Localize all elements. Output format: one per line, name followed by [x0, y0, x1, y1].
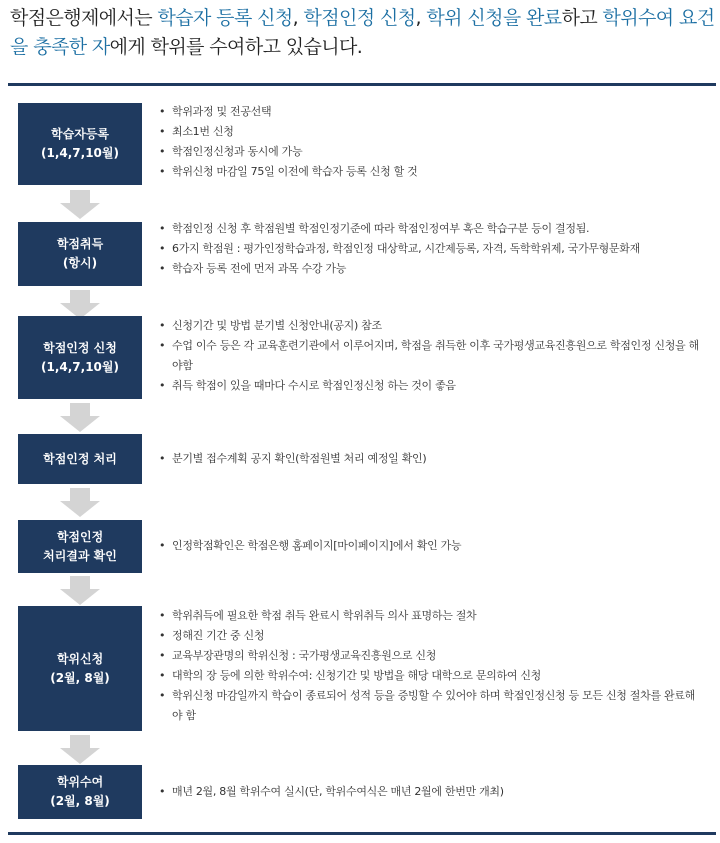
- stage-subtitle: (2월, 8월): [50, 794, 110, 808]
- bottom-divider: [8, 832, 716, 835]
- stage-degree-conferral-details: [158, 782, 703, 802]
- top-divider: [8, 83, 716, 86]
- stage-title: 학점취득: [56, 237, 104, 251]
- intro-text-part: 학점은행제에서는: [10, 7, 158, 29]
- list-item: • 취득 학점이 있을 때마다 수시로 학점인정신청 하는 것이 좋음: [158, 376, 703, 396]
- list-item: • 대학의 장 등에 의한 학위수여: 신청기간 및 방법을 해당 대학으로 문의하여 신청: [158, 666, 703, 686]
- intro-highlight-degree-requirements: 학위수여 요건을 충족한 자: [10, 7, 715, 58]
- stage-learner-registration-details: [158, 102, 703, 182]
- stage-credit-recognition-application-details: [158, 316, 703, 396]
- intro-highlight-credit-recognition: 학점인정 신청: [303, 7, 416, 29]
- list-item: • 매년 2월, 8월 학위수여 실시(단, 학위수여식은 매년 2월에 한번만 개최): [158, 782, 703, 802]
- stage-degree-application-details: [158, 606, 703, 726]
- stage-credit-acquisition: [18, 222, 142, 286]
- list-item: • 인정학점확인은 학점은행 홈페이지[마이페이지]에서 확인 가능: [158, 536, 703, 556]
- intro-text-part: ,: [292, 7, 304, 29]
- stage-title: 학점인정 처리: [43, 451, 117, 466]
- list-item: • 교육부장관명의 학위신청 : 국가평생교육진흥원으로 신청: [158, 646, 703, 666]
- stage-credit-recognition-processing-details: [158, 449, 703, 469]
- list-item: • 분기별 접수계획 공지 확인(학점원별 처리 예정일 확인): [158, 449, 703, 469]
- stage-subtitle: (2월, 8월): [50, 670, 110, 685]
- stage-degree-application: [18, 606, 142, 731]
- stage-title: 학점인정: [56, 529, 104, 544]
- stage-credit-recognition-application: [18, 316, 142, 399]
- stage-recognition-result-check-details: [158, 536, 703, 556]
- list-item: • 학위신청 마감일 75일 이전에 학습자 등록 신청 할 것: [158, 162, 703, 182]
- intro-highlight-degree-application: 학위 신청을 완료: [426, 7, 562, 29]
- stage-title: 학점인정 신청: [43, 340, 117, 355]
- down-arrow-icon: [58, 190, 102, 220]
- list-item: • 신청기간 및 방법 분기별 신청안내(공지) 참조: [158, 316, 703, 336]
- intro-text: [10, 4, 715, 62]
- intro-text-part: 에게 학위를 수여하고 있습니다.: [109, 36, 363, 58]
- list-item: • 정해진 기간 중 신청: [158, 626, 703, 646]
- stage-title: 학위수여: [56, 775, 104, 789]
- stage-title: 학위신청: [56, 651, 104, 666]
- intro-text-part: ,: [415, 7, 427, 29]
- stage-subtitle: (항시): [62, 256, 98, 270]
- stage-subtitle: (1,4,7,10월): [41, 146, 119, 160]
- down-arrow-icon: [58, 403, 102, 433]
- list-item: • 학점인정신청과 동시에 가능: [158, 142, 703, 162]
- list-item: • 학점인정 신청 후 학점원별 학점인정기준에 따라 학점인정여부 혹은 학습구분 등이 결정됨.: [158, 219, 703, 239]
- stage-credit-acquisition-details: [158, 219, 703, 279]
- stage-recognition-result-check: [18, 520, 142, 573]
- list-item: • 학습자 등록 전에 먼저 과목 수강 가능: [158, 259, 703, 279]
- stage-degree-conferral: [18, 765, 142, 819]
- stage-credit-recognition-processing: [18, 434, 142, 484]
- stage-title: 학습자등록: [51, 127, 109, 141]
- list-item: • 학위과정 및 전공선택: [158, 102, 703, 122]
- stage-learner-registration: [18, 103, 142, 185]
- down-arrow-icon: [58, 576, 102, 606]
- list-item: • 학위취득에 필요한 학점 취득 완료시 학위취득 의사 표명하는 절차: [158, 606, 703, 626]
- list-item: • 학위신청 마감일까지 학습이 종료되어 성적 등을 증빙할 수 있어야 하며 학점인정신청 등 모든 신청 절차를 완료해야 함: [158, 686, 703, 726]
- list-item: • 6가지 학점원 : 평가인정학습과정, 학점인정 대상학교, 시간제등록, 자격, 독학학위제, 국가무형문화재: [158, 239, 703, 259]
- intro-highlight-learner-registration: 학습자 등록 신청: [157, 7, 293, 29]
- down-arrow-icon: [58, 735, 102, 765]
- intro-text-part: 하고: [561, 7, 603, 29]
- list-item: • 최소1번 신청: [158, 122, 703, 142]
- down-arrow-icon: [58, 488, 102, 518]
- stage-subtitle: 처리결과 확인: [43, 548, 117, 563]
- list-item: • 수업 이수 등은 각 교육훈련기관에서 이루어지며, 학점을 취득한 이후 국가평생교육진흥원으로 학점인정 신청을 해야함: [158, 336, 703, 376]
- stage-subtitle: (1,4,7,10월): [41, 359, 119, 374]
